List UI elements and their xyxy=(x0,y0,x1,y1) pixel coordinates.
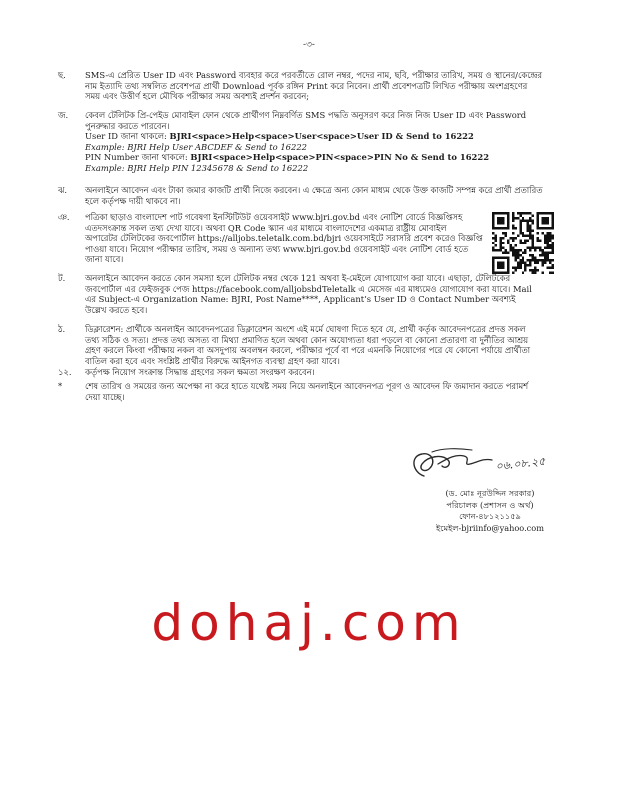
qr-code-icon[interactable] xyxy=(492,212,554,274)
clause-line: শেষ তারিখ ও সময়ের জন্য অপেক্ষা না করে হাতে যথেষ্ট সময় নিয়ে অনলাইনে আবেদনপত্র পূরণ ও আবেদন ফি জমাদান করতে পরামর্শ xyxy=(85,381,529,391)
clause-line: নাম ইত্যাদি তথ্য সম্বলিত প্রবেশপত্র প্রার্থী Download পূর্বক রঙ্গিন Print করে নিবেন। প্রার্থী প্রবেশপত্রটি লিখিত পরীক্ষায় অংশগ্রহণের xyxy=(85,80,528,91)
clause-line: অনলাইনে আবেদন করতে কোন সমস্যা হলে টেলিটক নম্বর থেকে 121 অথবা ই-মেইলে যোগাযোগ করা যাবে। এছাড়া, টেলিটকের xyxy=(85,273,511,283)
signatory-email[interactable]: ইমেইল-bjriinfo@yahoo.com xyxy=(436,522,544,533)
watermark-text: dohaj.com xyxy=(151,594,467,652)
clause-line: সময় এবং উত্তীর্ণ হলে মৌখিক পরীক্ষার সময় অবশ্যই প্রদর্শন করবেন; xyxy=(85,91,310,102)
clause-line: হলে কর্তৃপক্ষ দায়ী থাকবে না। xyxy=(85,195,181,206)
clause-marker: ছ. xyxy=(58,70,66,80)
handwritten-signature xyxy=(402,446,567,482)
sms-example-pin: Example: BJRI Help PIN 12345678 & Send to 16222 xyxy=(85,162,309,173)
sms-command-pin: PIN Number জানা থাকলে: BJRI<space>Help<space>PIN<space>PIN No & Send to 16222 xyxy=(85,152,490,163)
clause-line: অনলাইনে আবেদন এবং টাকা জমার কাজটি প্রার্থী নিজে করবেন। এ ক্ষেত্রে অন্য কোন মাধ্যম থেকে উক্ত কাজটি সম্পন্ন করে প্রার্থী প্রতারিত xyxy=(85,185,543,195)
clause-line: গ্রহণ করলে কিংবা পরীক্ষায় নকল বা অসদুপায় অবলম্বন করলে, পরীক্ষার পূর্বে বা পরে এমনকি নিয়োগের পরে যে কোনো পর্যায়ে প্রার্থীতা xyxy=(85,345,531,356)
clause-line: পত্রিকা ছাড়াও বাংলাদেশ পাট গবেষণা ইনস্টিটিউট ওয়েবসাইট www.bjri.gov.bd এবং নোটিশ বোর্ডে বিজ্ঞপ্তিসহ xyxy=(85,212,463,222)
clause-line: SMS-এ প্রেরিত User ID এবং Password ব্যবহার করে পরবর্তীতে রোল নম্বর, পদের নাম, ছবি, পরীক্ষার তারিখ, সময় ও স্থানের/কেন্দ্রের xyxy=(85,70,543,80)
clause-line: ডিক্লারেশন: প্রার্থীকে অনলাইন আবেদনপত্রের ডিক্লারেশন অংশে এই মর্মে ঘোষণা দিতে হবে যে, প্রার্থী কর্তৃক আবেদনপত্রের প্রদত্ত সকল xyxy=(85,324,526,334)
signature-date: ০৬.০৮.২৫ xyxy=(494,454,546,473)
signatory-name: (ড. মোঃ নূরউদ্দিন সরকার) xyxy=(445,488,535,498)
clause-line: উল্লেখ করতে হবে। xyxy=(85,304,148,315)
clause-line: জবপোর্টাল এর ফেইজবুক পেজ https://facebook.com/alljobsbdTeletalk এ মেসেজ এর মাধ্যমেও যোগাযোগ করা যাবে। Mail xyxy=(85,283,532,294)
clause-line: এতদসংক্রান্ত সকল তথ্য দেখা যাবে। অথবা QR Code স্ক্যান এর মাধ্যমে বাংলাদেশের একমাত্র রাষ্ট্রীয় মোবাইল xyxy=(85,222,447,233)
signatory-block xyxy=(390,488,590,534)
sms-command-user-id: User ID জানা থাকলে: BJRI<space>Help<space>User<space>User ID & Send to 16222 xyxy=(85,131,474,142)
sms-example-user-id: Example: BJRI Help User ABCDEF & Send to 16222 xyxy=(85,141,307,152)
clause-marker: ট. xyxy=(58,273,66,283)
clause-line: তথ্য সঠিক ও সত্য। প্রদত্ত তথ্য অসত্য বা মিথ্যা প্রমাণিত হলে অথবা কোন অযোগ্যতা ধরা পড়লে বা কোনো প্রতারণা বা দুর্নীতির আশ্রয় xyxy=(85,334,529,345)
page-number: -৩- xyxy=(303,40,315,50)
clause-marker: জ. xyxy=(58,110,69,120)
signatory-phone: ফোন-৪৮১২১১৫৯ xyxy=(459,511,521,521)
clause-line: বাতিল করা হবে এবং সংশ্লিষ্ট প্রার্থীর বিরুদ্ধে আইনগত ব্যবস্থা গ্রহণ করা যাবে। xyxy=(85,355,340,366)
clause-line: কেবল টেলিটক প্রি-পেইড মোবাইল ফোন থেকে প্রার্থীগণ নিম্নবর্ণিত SMS পদ্ধতি অনুসরণ করে নিজ নিজ User ID এবং Password xyxy=(85,110,527,120)
clause-line: দেয়া যাচ্ছে। xyxy=(85,391,125,402)
clause-marker: ঠ. xyxy=(58,324,66,334)
clause-marker: * xyxy=(58,381,63,391)
signatory-designation: পরিচালক (প্রশাসন ও অর্থ) xyxy=(446,499,534,510)
clause-line: পুনরুদ্ধার করতে পারবেন। xyxy=(85,120,170,131)
clause-line: অপারেটর টেলিটকের জবপোর্টাল https://alljobs.teletalk.com.bd/bjri ওয়েবসাইটে সরাসরি প্রবেশ করেও বিজ্ঞপ্তি xyxy=(85,233,483,244)
clause-marker: ঞ. xyxy=(58,212,70,222)
clause-marker: ঝ. xyxy=(58,185,68,195)
clause-marker: ১২. xyxy=(58,367,72,377)
clause-line: এর Subject-এ Organization Name: BJRI, Post Name****, Applicant’s User ID ও Contact Number অবশ্যই xyxy=(85,294,516,305)
clause-line: জানা যাবে। xyxy=(85,254,124,265)
clause-line: কর্তৃপক্ষ নিয়োগ সংক্রান্ত সিদ্ধান্ত গ্রহণের সকল ক্ষমতা সংরক্ষণ করবেন। xyxy=(85,367,315,377)
clause-line: পাওয়া যাবে। নিয়োগ পরীক্ষার তারিখ, সময় ও অন্যান্য তথ্য www.bjri.gov.bd ওয়েবসাইট এবং নোটিশ বোর্ড হতে xyxy=(85,243,469,254)
